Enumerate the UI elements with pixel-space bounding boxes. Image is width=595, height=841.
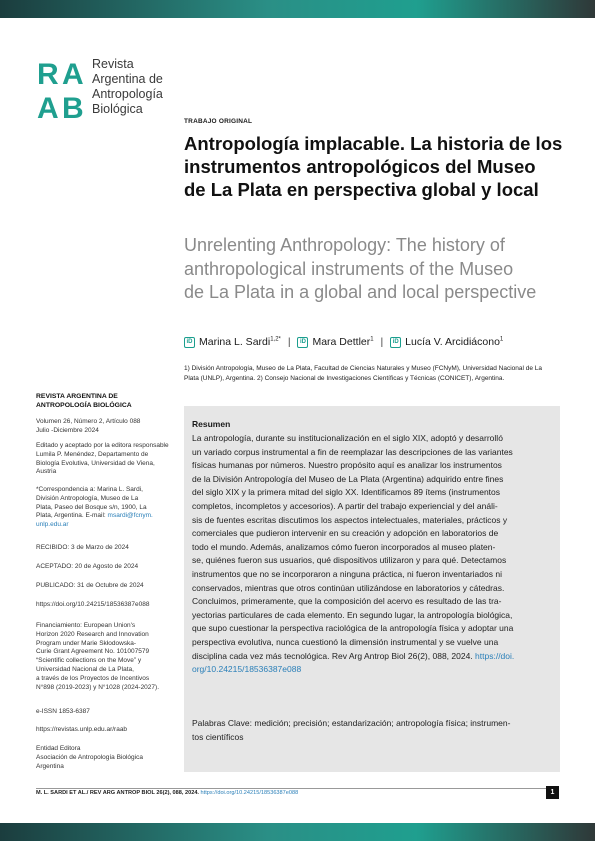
sidebar-line: Plata, Argentina. E-mail:: [36, 512, 106, 520]
footer-citation: [36, 790, 298, 796]
sidebar-line: División Antropología, Museo de La: [36, 494, 139, 502]
logo-letter-a2: A: [37, 92, 59, 120]
author-list: [184, 336, 503, 348]
journal-site-link[interactable]: https://revistas.unlp.edu.ar/raab: [36, 726, 128, 733]
abstract-line: se, quiénes fueron sus usuarios, qué dispositivos utilizaron y para qué. Detectamos: [192, 555, 507, 566]
sidebar-line: Universidad Nacional de La Plata,: [36, 665, 134, 673]
sidebar-line: N°898 (2019-2023) y N°1028 (2024-2027).: [36, 683, 159, 691]
footer-band: [0, 823, 595, 841]
author-name: Mara Dettler: [312, 336, 371, 348]
page-number: 1: [546, 786, 559, 799]
abstract-line: perspectiva evolutiva, nunca cuestionó la dimensión instrumental y se vuelve una: [192, 636, 499, 647]
keywords-line: Palabras Clave: medición; precisión; estandarización; antropología física; instrumen-: [192, 718, 511, 728]
title-line: anthropological instruments of the Museo: [184, 258, 514, 279]
title-line: Unrelenting Anthropology: The history of: [184, 235, 505, 255]
email-link[interactable]: msardi@fcnym.: [107, 512, 153, 520]
sidebar-line: Program under Marie Skłodowska-: [36, 639, 137, 647]
abstract-body: [192, 432, 552, 677]
wordmark-line: Argentina de: [92, 72, 163, 86]
sidebar-line: Biología Evolutiva, Universidad de Viena,: [36, 459, 155, 467]
article-type: TRABAJO ORIGINAL: [184, 118, 253, 125]
abstract-doi-link[interactable]: https://doi.: [475, 650, 515, 661]
author-name: Marina L. Sardi: [199, 336, 271, 348]
affiliation-line: 1) División Antropología, Museo de La Plata, Facultad de Ciencias Naturales y Museo (FCNyM), Universidad Nacional de La: [184, 365, 543, 372]
published-date: PUBLICADO: 31 de Octubre de 2024: [36, 582, 144, 589]
sidebar-editor: [36, 442, 176, 477]
abstract-line: todo el mundo. Además, analizamos cómo fueron incorporados al museo platen-: [192, 541, 496, 552]
logo-letter-r: R: [37, 58, 59, 91]
sidebar-line: Austria: [36, 468, 57, 476]
abstract-line: físicas humanas por números. Nuestro propósito aquí es analizar los instrumentos: [192, 460, 502, 471]
sidebar-line: “Scientific collections on the Move” y: [36, 657, 142, 665]
abstract-line: del siglo XIX y la primera mitad del siglo XX. Identificamos 89 ítems (instrumentos: [192, 487, 501, 498]
author-separator: |: [380, 336, 384, 348]
abstract-line: completos, incompletos y accesorios). A partir del trabajo experiencial y del análi-: [192, 500, 498, 511]
logo-letter-a: A: [62, 58, 84, 91]
title-line: Antropología implacable. La historia de los: [184, 133, 563, 154]
keywords-line: tos científicos: [192, 731, 244, 742]
sidebar-journal-name: [36, 392, 176, 410]
accepted-date: ACEPTADO: 20 de Agosto de 2024: [36, 563, 139, 570]
header-band: [0, 0, 595, 18]
sidebar-volume: [36, 418, 176, 436]
orcid-icon[interactable]: iD: [297, 337, 308, 348]
keywords: [192, 717, 552, 744]
orcid-icon[interactable]: iD: [390, 337, 401, 348]
sidebar-line: ANTROPOLOGÍA BIOLÓGICA: [36, 402, 132, 409]
abstract-heading: Resumen: [192, 419, 231, 429]
abstract-doi-link-continued[interactable]: org/10.24215/18536387e088: [192, 664, 302, 675]
author-separator: |: [287, 336, 291, 348]
abstract-line: instrumentos que no se incorporaron a ninguna práctica, ni fueron inventariados ni: [192, 568, 502, 579]
sidebar-funding: [36, 622, 176, 692]
sidebar-line: Entidad Editora: [36, 745, 81, 752]
abstract-line: Concluimos, primeramente, que la composición del acervo es resultado de las tra-: [192, 596, 502, 607]
sidebar-line: Editado y aceptado por la editora responsable: [36, 442, 169, 449]
sidebar-line: *Correspondencia a: Marina L. Sardi,: [36, 486, 143, 493]
orcid-icon[interactable]: iD: [184, 337, 195, 348]
author-affiliation-mark: 1,2*: [270, 336, 281, 343]
sidebar-line: Financiamiento: European Union's: [36, 622, 136, 629]
sidebar-line: Argentina: [36, 762, 64, 770]
abstract-line: un variado corpus instrumental a fin de reemplazar las descripciones de las variantes: [192, 446, 513, 457]
abstract-line: comerciales que pudieron intervenir en su creación y adopción en laboratorios de: [192, 528, 499, 539]
journal-logo: [36, 56, 88, 120]
title-line: de La Plata in a global and local perspective: [184, 282, 537, 302]
affiliation-line: Plata (UNLP), Argentina. 2) Consejo Nacional de Investigaciones Científicas y Técnicas (CONICET), Argentina.: [184, 374, 505, 382]
sidebar-correspondence: [36, 486, 176, 530]
abstract-line: yectorias particulares de cada elemento. En segundo lugar, la antropología biológica,: [192, 609, 513, 620]
abstract-line: de la División Antropología del Museo de La Plata (Argentina) adquirido entre fines: [192, 473, 504, 484]
issn: e-ISSN 1853-6387: [36, 708, 90, 715]
footer-rule: [36, 788, 559, 789]
abstract-line: La antropología, durante su institucionalización en el siglo XIX, adoptó y desarrolló: [192, 433, 503, 443]
title-line: instrumentos antropológicos del Museo: [184, 156, 536, 177]
footer-doi-link[interactable]: https://doi.org/10.24215/18536387e088: [200, 790, 299, 796]
sidebar-line: Volumen 26, Número 2, Artículo 088: [36, 418, 141, 425]
author-name: Lucía V. Arcidiácono: [405, 336, 500, 348]
sidebar-line: REVISTA ARGENTINA DE: [36, 393, 118, 400]
wordmark-line: Revista: [92, 57, 134, 71]
author-affiliation-mark: 1: [370, 336, 374, 343]
sidebar-line: Plata, Paseo del Bosque s/n, 1900, La: [36, 503, 147, 511]
sidebar-doi-link[interactable]: https://doi.org/10.24215/18536387e088: [36, 601, 150, 608]
abstract-line: disciplina cada vez más tecnológica. Rev Arg Antrop Biol 26(2), 088, 2024.: [192, 650, 473, 661]
abstract-line: que supo cuestionar la perspectiva raciológica de la antropología física y adoptar una: [192, 623, 514, 634]
article-title-spanish: [184, 132, 574, 201]
sidebar-line: a través de los Proyectos de Incentivos: [36, 674, 150, 682]
sidebar-line: Curie Grant Agreement No. 101007579: [36, 648, 150, 656]
sidebar-line: Lumila P. Menéndez, Departamento de: [36, 450, 149, 458]
logo-letter-b: B: [62, 92, 84, 120]
sidebar-publisher: [36, 745, 176, 771]
author-affiliation-mark: 1: [499, 336, 504, 343]
title-line: de La Plata en perspectiva global y local: [184, 179, 539, 200]
affiliations: [184, 364, 564, 383]
wordmark-line: Biológica: [92, 102, 143, 116]
email-link-continued[interactable]: unlp.edu.ar: [36, 521, 69, 529]
sidebar-line: Horizon 2020 Research and Innovation: [36, 630, 149, 638]
citation-text: M. L. SARDI ET AL./ REV ARG ANTROP BIOL 26(2), 088, 2024.: [36, 790, 199, 796]
abstract-line: conservados, mientras que otros continúan utilizándose en laboratorios y cátedras.: [192, 582, 505, 593]
article-title-english: [184, 234, 574, 305]
received-date: RECIBIDO: 3 de Marzo de 2024: [36, 544, 129, 551]
sidebar-line: Julio -Diciembre 2024: [36, 426, 99, 434]
sidebar-line: Asociación de Antropología Biológica: [36, 753, 143, 761]
wordmark-line: Antropología: [92, 87, 163, 101]
journal-wordmark: [92, 57, 163, 117]
abstract-line: sis de fuentes escritas discutimos los aspectos intelectuales, materiales, prácticos y: [192, 514, 508, 525]
